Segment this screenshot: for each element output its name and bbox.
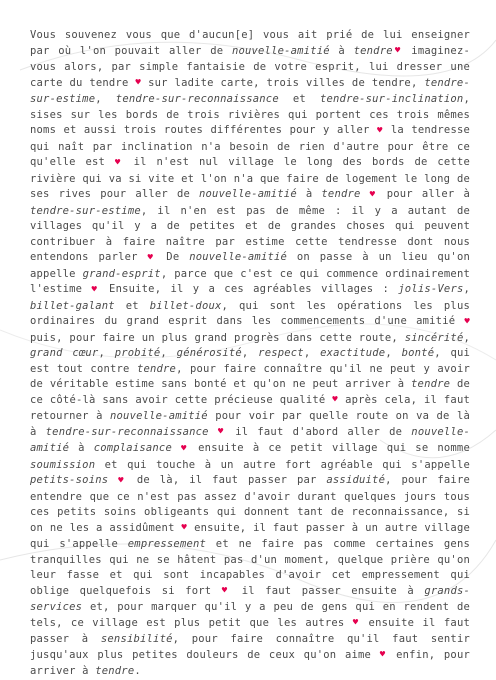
text-run <box>209 426 218 438</box>
text-run: il n'est nul village le long des bords de cette rivière qui va si vite et l'on n'a que faire de logement le long de ses rives pour aller de <box>30 156 470 200</box>
text-run: puis, pour faire un plus grand progrès dans cette route, <box>30 331 405 344</box>
place-name: respect <box>258 347 304 359</box>
place-name: tendre <box>353 44 393 57</box>
text-run: ensuite, il faut passer à un autre village qui s'appelle <box>30 521 470 550</box>
text-run <box>172 442 181 454</box>
text-run: , <box>98 347 115 359</box>
heart-icon: ♥ <box>221 586 232 596</box>
heart-icon: ♥ <box>135 78 142 88</box>
text-run: , qui est tout contre <box>30 347 471 375</box>
text-run: , pour faire connaître qu'il faut sentir jusqu'aux plus petites douleurs de ceux qu'on aime <box>30 633 470 661</box>
heart-icon: ♥ <box>147 252 157 263</box>
heart-icon: ♥ <box>464 316 470 327</box>
heart-icon: ♥ <box>332 395 339 405</box>
heart-icon: ♥ <box>181 523 188 533</box>
place-name: bonté <box>401 347 435 359</box>
text-run: et, pour marquer qu'il y a peu de gens qui en rendent de tels, ce village est plus petit que les autres <box>30 601 470 629</box>
text-run: , pour faire entendre que ce n'est pas assez d'avoir durant quelques jours tous ces petits soins obligeants qui donnent tant de reconnaissance, si on ne les a assidûment <box>30 474 470 534</box>
heart-icon: ♥ <box>181 443 190 454</box>
place-name: jolis-Vers <box>398 283 464 295</box>
place-name: tendre-sur-estime <box>30 76 470 105</box>
place-name: nouvelle-amitié <box>231 44 330 57</box>
text-run: à <box>69 442 94 454</box>
text-run: , il n'en est pas de même : il y a autant de villages qu'il y a de petites et de grandes choses qui peuvent contribuer à faire naître par estime cette tendresse dont nous entendons parler <box>30 204 470 263</box>
text-run: sur ladite carte, trois villes de tendre, <box>141 76 425 89</box>
text-run: il faut passer ensuite à <box>231 584 425 597</box>
place-name: petits-soins <box>30 474 109 486</box>
place-name: grand-esprit <box>82 267 161 280</box>
place-name: sincérité <box>404 331 464 344</box>
text-run: et <box>114 299 150 312</box>
heart-icon: ♥ <box>352 618 361 628</box>
text-run: imaginez-vous alors, par simple fantaisie de votre esprit, lui dresser une carte du tendre <box>30 44 470 89</box>
place-name: tendre <box>136 362 177 375</box>
place-name: billet-galant <box>30 299 115 312</box>
text-run: . <box>134 665 141 677</box>
place-name: sensibilité <box>100 633 173 645</box>
place-name: tendre <box>95 665 135 677</box>
text-run: , <box>160 347 177 359</box>
heart-icon: ♥ <box>376 125 384 136</box>
place-name: assiduité <box>326 474 386 486</box>
place-name: nouvelle-amitié <box>110 410 208 422</box>
text-run: , <box>385 347 402 359</box>
text-run: ensuite il faut passer à <box>30 616 470 645</box>
text-run: de ce côté-là sans avoir cette précieuse qualité <box>30 378 470 406</box>
text-run: après cela, il faut retourner à <box>30 393 470 422</box>
place-name: soumission <box>30 458 96 471</box>
text-run: , <box>463 331 470 344</box>
text-run: et ne faire pas comme certaines gens tranquilles qui ne se hâtent pas d'un moment, quelque prière qu'on leur fasse et qui sont incapables d'avoir cet empressement qui oblige quelquefois si fort <box>30 538 470 597</box>
text-run: pour voir par quelle route on va de là à <box>30 410 470 438</box>
heart-icon: ♥ <box>379 650 388 660</box>
text-run: et <box>278 93 320 105</box>
place-name: nouvelle-amitié <box>189 251 288 263</box>
text-run: , sises sur les bords de trois rivières qui portent ces trois mêmes noms et aussi trois routes différentes pour y aller <box>30 93 470 136</box>
text-run: enfin, pour arriver à <box>30 648 470 677</box>
text-run: , <box>95 93 116 105</box>
place-name: grand cœur <box>30 347 99 359</box>
text-run: , parce que c'est ce qui commence ordinairement l'estime <box>30 267 470 295</box>
heart-icon: ♥ <box>114 157 124 168</box>
place-name: tendre <box>411 378 451 390</box>
text-run: de là, il faut passer par <box>127 474 327 486</box>
place-name: empressement <box>127 538 207 550</box>
text-run <box>361 188 370 200</box>
place-name: générosité <box>176 347 242 359</box>
place-name: tendre <box>321 188 361 200</box>
text-run: à <box>329 44 354 57</box>
place-name: grands-services <box>30 584 471 613</box>
text-run: il faut d'abord aller de <box>226 425 412 438</box>
place-name: tendre-sur-reconnaissance <box>45 425 209 438</box>
heart-icon: ♥ <box>91 284 100 295</box>
body-paragraph <box>30 28 470 680</box>
place-name: billet-doux <box>149 299 222 312</box>
text-run: ensuite à ce petit village qui se nomme <box>189 442 470 454</box>
text-run: , qui sont les opérations les plus ordinaires du grand esprit dans les commencements d'une amitié <box>30 299 470 327</box>
heart-icon: ♥ <box>369 189 378 200</box>
letter-text <box>30 28 470 680</box>
heart-icon: ♥ <box>217 427 227 437</box>
heart-icon: ♥ <box>392 46 403 56</box>
text-run: De <box>156 251 190 263</box>
place-name: tendre-sur-reconnaissance <box>115 93 279 105</box>
text-run: , pour faire connaître qu'il ne peut y avoir de véritable estime sans bonté et qu'on ne peut arriver à <box>30 362 470 390</box>
place-name: probité <box>114 347 161 359</box>
text-run <box>108 474 118 486</box>
text-run: on passe à un lieu qu'on appelle <box>30 251 470 280</box>
heart-icon: ♥ <box>118 475 128 486</box>
text-run: Vous souvenez vous que d'aucun[e] vous ait prié de lui enseigner par où l'on pouvait aller de <box>30 29 470 57</box>
place-name: nouvelle-amitié <box>30 425 470 454</box>
text-run: à <box>296 188 322 200</box>
text-run: la tendresse qui naît par inclination n'a besoin de rien d'autre pour être ce qu'elle est <box>30 124 471 168</box>
place-name: tendre-sur-inclination <box>319 93 464 105</box>
text-run: , <box>303 347 321 359</box>
text-run: , <box>463 283 471 295</box>
place-name: exactitude <box>320 347 386 359</box>
place-name: complaisance <box>93 442 172 454</box>
text-run: et qui touche à un autre fort agréable qui s'appelle <box>95 458 470 471</box>
text-run: , <box>241 347 259 359</box>
text-run: Ensuite, il y a ces agréables villages : <box>99 283 399 295</box>
place-name: tendre-sur-estime <box>30 204 141 217</box>
text-run: pour aller à <box>377 188 470 200</box>
place-name: nouvelle-amitié <box>199 188 297 200</box>
